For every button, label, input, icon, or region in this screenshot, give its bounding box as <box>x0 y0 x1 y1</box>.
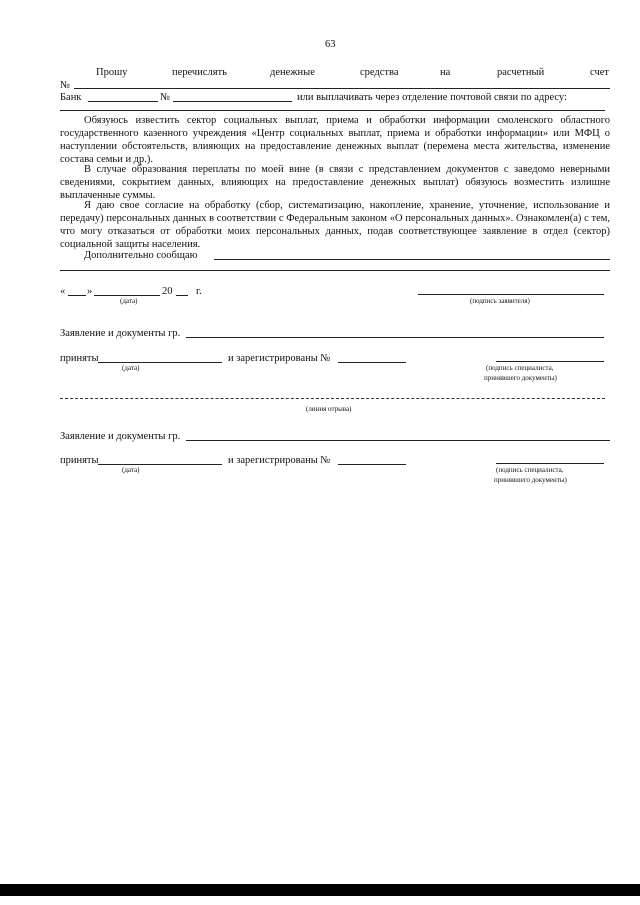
additional-info-field[interactable] <box>214 259 610 260</box>
statement-label-2: Заявление и документы гр. <box>60 431 181 442</box>
address-field[interactable] <box>60 110 605 111</box>
obligation-paragraph: Обязуюсь известить сектор социальных выплат, приема и обработки информации смоленского областного государственного казенного учреждения «Центр социальных выплат, приема и обработки информации» или МФЦ о наступлении обстоятельств, влияющих на предоставление денежных выплат (перемена места жительства, изменение состава семьи и др.). <box>60 115 610 165</box>
registered-label-2: и зарегистрированы № <box>228 455 331 466</box>
overpayment-paragraph: В случае образования переплаты по моей вине (в связи с представлением документов с заведомо неверными сведениями, сокрытием данных, влияющих на предоставление денежных выплат) обязуюсь возместить излишне выплаченные суммы. <box>60 164 610 201</box>
accepted-date-field[interactable] <box>98 362 222 363</box>
row1-word: на <box>440 67 451 78</box>
accepted-label-2: приняты <box>60 455 99 466</box>
specialist-signature-caption-3: (подпись специалиста, <box>496 466 564 474</box>
row1-word: Прошу <box>96 67 128 78</box>
month-field[interactable] <box>94 295 160 296</box>
registration-number-field-2[interactable] <box>338 464 406 465</box>
tear-line-caption: (линия отрыва) <box>306 405 352 413</box>
year-prefix: 20 <box>162 286 173 297</box>
citizen-name-field[interactable] <box>186 337 604 338</box>
post-office-text: или выплачивать через отделение почтовой связи по адресу: <box>297 92 567 103</box>
registered-label: и зарегистрированы № <box>228 353 331 364</box>
bank-number-field[interactable] <box>173 101 292 102</box>
registration-number-field[interactable] <box>338 362 406 363</box>
bank-name-field[interactable] <box>88 101 158 102</box>
tear-line <box>60 398 605 399</box>
specialist-signature-caption: (подпись специалиста, <box>486 364 554 372</box>
page-number: 63 <box>325 39 336 50</box>
bank-number-label: № <box>160 92 171 103</box>
citizen-name-field-2[interactable] <box>186 440 610 441</box>
applicant-signature-caption: (подпись заявителя) <box>470 297 530 305</box>
accepted-date-caption: (дата) <box>122 364 140 372</box>
accepted-date-caption-2: (дата) <box>122 466 140 474</box>
day-field[interactable] <box>68 295 86 296</box>
year-suffix: г. <box>196 286 202 297</box>
accepted-date-field-2[interactable] <box>98 464 222 465</box>
account-number-field[interactable] <box>74 88 610 89</box>
row1-word: счет <box>590 67 609 78</box>
specialist-signature-caption-4: принявшего документы) <box>494 476 567 484</box>
account-number-label: № <box>60 80 71 91</box>
bank-label: Банк <box>60 92 82 103</box>
accepted-label: приняты <box>60 353 99 364</box>
row1-word: расчетный <box>497 67 545 78</box>
year-field[interactable] <box>176 295 188 296</box>
additional-info-label: Дополнительно сообщаю <box>84 250 198 261</box>
specialist-signature-caption-2: принявшего документы) <box>484 374 557 382</box>
specialist-signature-field-2[interactable] <box>496 463 604 464</box>
row1-word: средства <box>360 67 399 78</box>
specialist-signature-field[interactable] <box>496 361 604 362</box>
row1-word: перечислять <box>172 67 227 78</box>
row1-word: денежные <box>270 67 315 78</box>
scan-bottom-bar <box>0 884 640 896</box>
applicant-signature-field[interactable] <box>418 294 604 295</box>
date-mid-quote: » <box>87 286 93 297</box>
date-open-quote: « <box>60 286 66 297</box>
additional-info-field-2[interactable] <box>60 270 610 271</box>
statement-label: Заявление и документы гр. <box>60 328 181 339</box>
consent-paragraph: Я даю свое согласие на обработку (сбор, систематизацию, накопление, хранение, уточнение, использование и передачу) персональных данных в соответствии с Федеральным законом «О персональных данных». Ознакомлен(а) с тем, что могу отказаться от обработки моих персональных данных, подав соответствующее заявление в отдел (сектор) социальной защиты населения. <box>60 200 610 250</box>
date-caption: (дата) <box>120 297 138 305</box>
